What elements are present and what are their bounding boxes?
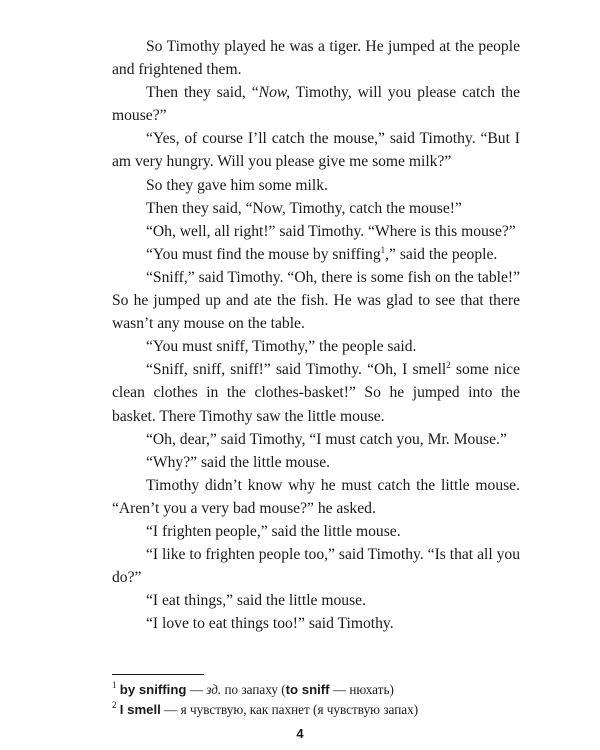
paragraph: “I like to frighten people too,” said Timothy. “Is that all you do?” xyxy=(112,546,520,587)
page-number: 4 xyxy=(296,726,304,741)
paragraph: “I frighten people,” said the little mouse. xyxy=(146,522,401,540)
footnote: $^1$ by sniffing — зд. по запаху (to sniff — нюхать) xyxy=(112,680,394,697)
story-text xyxy=(112,35,520,635)
paragraph: So they gave him some milk. xyxy=(146,176,328,194)
paragraph: “Why?” said the little mouse. xyxy=(146,453,331,471)
footnote-mark: 2 xyxy=(112,700,117,710)
footnote: $^2$ I smell — я чувствую, как пахнет (я чувствую запах) xyxy=(112,700,419,717)
emphasis: Now, xyxy=(258,84,291,102)
paragraph: “Yes, of course I’ll catch the mouse,” said Timothy. “But I am very hungry. Will you please give me some milk?” xyxy=(112,130,520,171)
paragraph: So Timothy played he was a tiger. He jumped at the people and frightened them. xyxy=(112,38,520,79)
paragraph: “Oh, well, all right!” said Timothy. “Where is this mouse?” xyxy=(146,222,516,240)
paragraph: “Sniff,” said Timothy. “Oh, there is some fish on the table!” So he jumped up and ate the fish. He was glad to see that there wasn’t any mouse on the table. xyxy=(112,268,520,333)
footnotes xyxy=(112,680,532,720)
footnote-mark: 1 xyxy=(112,680,117,690)
footnote-divider xyxy=(112,674,204,675)
paragraph: “I eat things,” said the little mouse. xyxy=(146,592,366,610)
footnote-ref: 2 xyxy=(446,360,451,371)
paragraph: “You must find the mouse by sniffing$^1$,” said the people. xyxy=(146,244,498,263)
paragraph: “Sniff, sniff, sniff!” said Timothy. “Oh, I smell$^2$ some nice clean clothes in the clothes-basket!” So he jumped into the basket. There Timothy saw the little mouse. xyxy=(112,360,520,425)
paragraph: Then they said, “Now, Timothy, will you please catch the mouse?” xyxy=(112,84,520,125)
footnote-term: to sniff xyxy=(285,682,330,697)
footnote-term: by sniffing xyxy=(119,682,187,697)
paragraph: “Oh, dear,” said Timothy, “I must catch you, Mr. Mouse.” xyxy=(146,430,507,448)
footnote-term: I smell xyxy=(119,702,161,717)
paragraph: Timothy didn’t know why he must catch the little mouse. “Aren’t you a very bad mouse?” he asked. xyxy=(112,476,520,517)
paragraph: Then they said, “Now, Timothy, catch the mouse!” xyxy=(146,199,462,217)
footnote-ref: 1 xyxy=(380,244,386,255)
footnote-abbr: зд. xyxy=(206,682,222,697)
paragraph: “I love to eat things too!” said Timothy. xyxy=(146,615,394,633)
paragraph: “You must sniff, Timothy,” the people said. xyxy=(146,338,417,356)
